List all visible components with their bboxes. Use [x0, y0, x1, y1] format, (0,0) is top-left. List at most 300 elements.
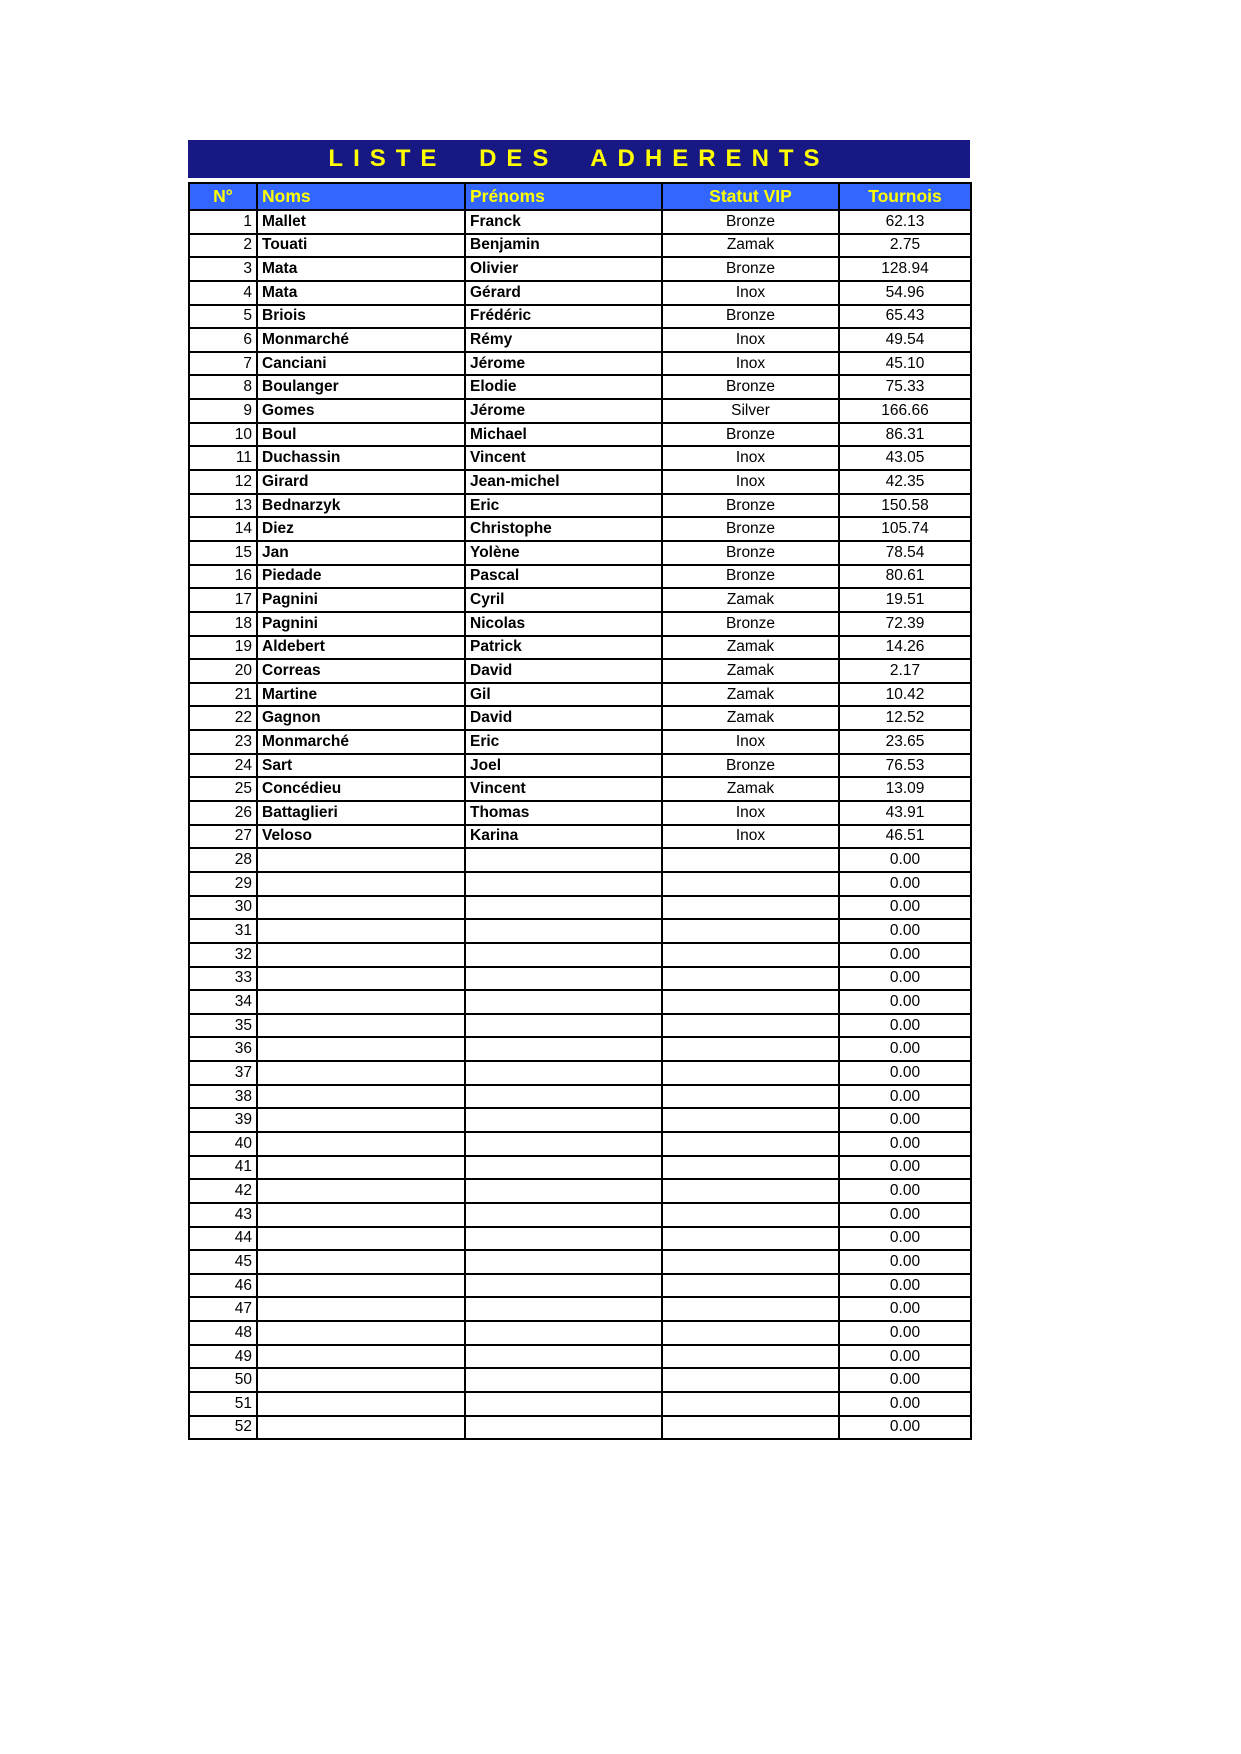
cell-tournois: 76.53 — [839, 754, 971, 778]
cell-tournois: 128.94 — [839, 257, 971, 281]
table-row — [189, 565, 971, 589]
cell-prenom: Franck — [465, 210, 662, 234]
table-row — [189, 1156, 971, 1180]
cell-tournois: 0.00 — [839, 943, 971, 967]
cell-statut-vip — [662, 1227, 839, 1251]
cell-tournois: 86.31 — [839, 423, 971, 447]
cell-prenom — [465, 1416, 662, 1440]
cell-numero: 30 — [189, 896, 257, 920]
cell-nom: Sart — [257, 754, 465, 778]
cell-nom — [257, 1085, 465, 1109]
cell-numero: 17 — [189, 588, 257, 612]
cell-tournois: 78.54 — [839, 541, 971, 565]
cell-numero: 52 — [189, 1416, 257, 1440]
cell-numero: 3 — [189, 257, 257, 281]
cell-tournois: 43.91 — [839, 801, 971, 825]
cell-numero: 28 — [189, 848, 257, 872]
cell-statut-vip — [662, 1321, 839, 1345]
cell-tournois: 12.52 — [839, 706, 971, 730]
table-row — [189, 257, 971, 281]
cell-prenom — [465, 1392, 662, 1416]
cell-tournois: 0.00 — [839, 848, 971, 872]
table-row — [189, 1179, 971, 1203]
cell-tournois: 0.00 — [839, 1250, 971, 1274]
cell-numero: 26 — [189, 801, 257, 825]
cell-numero: 42 — [189, 1179, 257, 1203]
cell-numero: 24 — [189, 754, 257, 778]
cell-prenom: Michael — [465, 423, 662, 447]
table-row — [189, 777, 971, 801]
cell-prenom — [465, 1297, 662, 1321]
cell-statut-vip: Bronze — [662, 375, 839, 399]
column-header-tournois: Tournois — [839, 183, 971, 210]
cell-statut-vip: Inox — [662, 281, 839, 305]
cell-numero: 20 — [189, 659, 257, 683]
cell-prenom: Jérome — [465, 399, 662, 423]
cell-statut-vip — [662, 1132, 839, 1156]
cell-statut-vip: Bronze — [662, 305, 839, 329]
cell-statut-vip: Silver — [662, 399, 839, 423]
cell-prenom: Eric — [465, 730, 662, 754]
cell-prenom — [465, 1345, 662, 1369]
cell-statut-vip — [662, 919, 839, 943]
cell-statut-vip: Zamak — [662, 659, 839, 683]
cell-tournois: 0.00 — [839, 1368, 971, 1392]
cell-nom — [257, 848, 465, 872]
table-row — [189, 1274, 971, 1298]
cell-prenom — [465, 1179, 662, 1203]
cell-statut-vip: Inox — [662, 352, 839, 376]
table-row — [189, 1014, 971, 1038]
adherents-table — [188, 182, 972, 1440]
cell-tournois: 0.00 — [839, 1321, 971, 1345]
cell-prenom: Vincent — [465, 446, 662, 470]
table-row — [189, 1368, 971, 1392]
cell-nom — [257, 1014, 465, 1038]
cell-nom — [257, 919, 465, 943]
cell-nom — [257, 1392, 465, 1416]
table-row — [189, 494, 971, 518]
cell-statut-vip: Inox — [662, 470, 839, 494]
cell-numero: 14 — [189, 517, 257, 541]
cell-statut-vip: Bronze — [662, 423, 839, 447]
cell-nom — [257, 1108, 465, 1132]
column-header-statut-vip: Statut VIP — [662, 183, 839, 210]
cell-prenom: Karina — [465, 825, 662, 849]
cell-numero: 47 — [189, 1297, 257, 1321]
cell-statut-vip — [662, 943, 839, 967]
cell-statut-vip: Inox — [662, 801, 839, 825]
cell-numero: 7 — [189, 352, 257, 376]
cell-statut-vip: Bronze — [662, 257, 839, 281]
cell-prenom: Cyril — [465, 588, 662, 612]
cell-numero: 44 — [189, 1227, 257, 1251]
table-row — [189, 636, 971, 660]
cell-prenom: Rémy — [465, 328, 662, 352]
cell-prenom — [465, 990, 662, 1014]
cell-prenom — [465, 1085, 662, 1109]
table-row — [189, 754, 971, 778]
cell-prenom — [465, 943, 662, 967]
cell-prenom: Jérome — [465, 352, 662, 376]
cell-numero: 8 — [189, 375, 257, 399]
cell-nom — [257, 1368, 465, 1392]
cell-nom: Canciani — [257, 352, 465, 376]
table-row — [189, 872, 971, 896]
table-row — [189, 588, 971, 612]
cell-numero: 45 — [189, 1250, 257, 1274]
cell-prenom: Joel — [465, 754, 662, 778]
cell-prenom: David — [465, 659, 662, 683]
cell-numero: 31 — [189, 919, 257, 943]
cell-nom: Correas — [257, 659, 465, 683]
cell-nom — [257, 1179, 465, 1203]
cell-tournois: 49.54 — [839, 328, 971, 352]
cell-tournois: 10.42 — [839, 683, 971, 707]
cell-statut-vip — [662, 990, 839, 1014]
cell-tournois: 0.00 — [839, 872, 971, 896]
cell-statut-vip: Inox — [662, 446, 839, 470]
cell-nom — [257, 1132, 465, 1156]
cell-statut-vip: Bronze — [662, 754, 839, 778]
cell-prenom: Nicolas — [465, 612, 662, 636]
page-title: LISTE DES ADHERENTS — [188, 140, 970, 178]
table-row — [189, 943, 971, 967]
cell-nom — [257, 872, 465, 896]
cell-nom — [257, 1227, 465, 1251]
table-row — [189, 281, 971, 305]
cell-nom: Mata — [257, 281, 465, 305]
cell-nom: Martine — [257, 683, 465, 707]
cell-numero: 40 — [189, 1132, 257, 1156]
cell-numero: 39 — [189, 1108, 257, 1132]
cell-numero: 11 — [189, 446, 257, 470]
cell-statut-vip: Inox — [662, 825, 839, 849]
table-row — [189, 730, 971, 754]
cell-tournois: 0.00 — [839, 967, 971, 991]
cell-numero: 27 — [189, 825, 257, 849]
table-header-row — [189, 183, 971, 210]
cell-prenom — [465, 1132, 662, 1156]
cell-prenom — [465, 872, 662, 896]
table-row — [189, 210, 971, 234]
cell-numero: 2 — [189, 234, 257, 258]
cell-prenom: Patrick — [465, 636, 662, 660]
cell-prenom — [465, 1014, 662, 1038]
table-row — [189, 1250, 971, 1274]
column-header-numero: N° — [189, 183, 257, 210]
table-row — [189, 967, 971, 991]
cell-nom: Mallet — [257, 210, 465, 234]
cell-prenom — [465, 1227, 662, 1251]
cell-statut-vip: Bronze — [662, 517, 839, 541]
cell-prenom: Vincent — [465, 777, 662, 801]
cell-numero: 21 — [189, 683, 257, 707]
cell-statut-vip: Zamak — [662, 234, 839, 258]
cell-numero: 29 — [189, 872, 257, 896]
cell-prenom: Christophe — [465, 517, 662, 541]
cell-tournois: 0.00 — [839, 896, 971, 920]
cell-prenom — [465, 1203, 662, 1227]
cell-nom: Boul — [257, 423, 465, 447]
cell-prenom: Gérard — [465, 281, 662, 305]
cell-nom: Pagnini — [257, 588, 465, 612]
cell-numero: 33 — [189, 967, 257, 991]
cell-nom — [257, 967, 465, 991]
cell-tournois: 105.74 — [839, 517, 971, 541]
table-row — [189, 423, 971, 447]
column-header-prenoms: Prénoms — [465, 183, 662, 210]
cell-tournois: 0.00 — [839, 1345, 971, 1369]
cell-prenom: Elodie — [465, 375, 662, 399]
cell-tournois: 42.35 — [839, 470, 971, 494]
cell-prenom: Pascal — [465, 565, 662, 589]
cell-numero: 32 — [189, 943, 257, 967]
cell-numero: 13 — [189, 494, 257, 518]
cell-numero: 51 — [189, 1392, 257, 1416]
cell-nom: Duchassin — [257, 446, 465, 470]
cell-prenom: Jean-michel — [465, 470, 662, 494]
cell-statut-vip: Bronze — [662, 494, 839, 518]
cell-numero: 9 — [189, 399, 257, 423]
cell-tournois: 23.65 — [839, 730, 971, 754]
cell-numero: 19 — [189, 636, 257, 660]
cell-nom — [257, 1274, 465, 1298]
cell-tournois: 19.51 — [839, 588, 971, 612]
cell-nom: Jan — [257, 541, 465, 565]
cell-nom: Boulanger — [257, 375, 465, 399]
table-row — [189, 990, 971, 1014]
cell-numero: 1 — [189, 210, 257, 234]
cell-nom: Aldebert — [257, 636, 465, 660]
table-row — [189, 706, 971, 730]
cell-tournois: 72.39 — [839, 612, 971, 636]
cell-tournois: 75.33 — [839, 375, 971, 399]
table-row — [189, 541, 971, 565]
cell-nom: Mata — [257, 257, 465, 281]
cell-nom — [257, 1250, 465, 1274]
cell-nom: Concédieu — [257, 777, 465, 801]
cell-numero: 38 — [189, 1085, 257, 1109]
table-row — [189, 1297, 971, 1321]
cell-statut-vip — [662, 872, 839, 896]
table-row — [189, 1203, 971, 1227]
cell-tournois: 0.00 — [839, 1297, 971, 1321]
cell-numero: 48 — [189, 1321, 257, 1345]
cell-tournois: 0.00 — [839, 990, 971, 1014]
cell-numero: 16 — [189, 565, 257, 589]
cell-numero: 35 — [189, 1014, 257, 1038]
cell-tournois: 0.00 — [839, 1274, 971, 1298]
cell-numero: 37 — [189, 1061, 257, 1085]
cell-nom: Pagnini — [257, 612, 465, 636]
table-row — [189, 305, 971, 329]
cell-nom — [257, 1061, 465, 1085]
cell-numero: 46 — [189, 1274, 257, 1298]
cell-tournois: 43.05 — [839, 446, 971, 470]
table-row — [189, 848, 971, 872]
table-row — [189, 1416, 971, 1440]
table-row — [189, 399, 971, 423]
document-page — [188, 140, 970, 1440]
cell-nom — [257, 990, 465, 1014]
cell-statut-vip: Zamak — [662, 683, 839, 707]
cell-prenom — [465, 1274, 662, 1298]
cell-tournois: 0.00 — [839, 1227, 971, 1251]
cell-tournois: 0.00 — [839, 919, 971, 943]
cell-numero: 49 — [189, 1345, 257, 1369]
cell-tournois: 0.00 — [839, 1014, 971, 1038]
cell-nom: Gomes — [257, 399, 465, 423]
cell-tournois: 0.00 — [839, 1203, 971, 1227]
cell-tournois: 0.00 — [839, 1037, 971, 1061]
cell-statut-vip: Bronze — [662, 541, 839, 565]
cell-nom: Veloso — [257, 825, 465, 849]
table-row — [189, 896, 971, 920]
cell-statut-vip: Inox — [662, 328, 839, 352]
cell-numero: 43 — [189, 1203, 257, 1227]
cell-statut-vip: Zamak — [662, 636, 839, 660]
cell-numero: 41 — [189, 1156, 257, 1180]
table-row — [189, 1085, 971, 1109]
cell-prenom — [465, 919, 662, 943]
table-row — [189, 328, 971, 352]
cell-statut-vip — [662, 1392, 839, 1416]
cell-prenom: Eric — [465, 494, 662, 518]
cell-tournois: 14.26 — [839, 636, 971, 660]
cell-statut-vip — [662, 1156, 839, 1180]
cell-statut-vip — [662, 1274, 839, 1298]
cell-tournois: 13.09 — [839, 777, 971, 801]
table-row — [189, 1037, 971, 1061]
cell-numero: 5 — [189, 305, 257, 329]
cell-nom — [257, 943, 465, 967]
cell-statut-vip: Zamak — [662, 777, 839, 801]
table-row — [189, 1132, 971, 1156]
cell-prenom — [465, 1368, 662, 1392]
cell-prenom — [465, 1061, 662, 1085]
cell-tournois: 0.00 — [839, 1108, 971, 1132]
cell-tournois: 0.00 — [839, 1085, 971, 1109]
cell-statut-vip: Zamak — [662, 706, 839, 730]
cell-statut-vip — [662, 1203, 839, 1227]
table-row — [189, 375, 971, 399]
cell-nom — [257, 1037, 465, 1061]
column-header-noms: Noms — [257, 183, 465, 210]
table-row — [189, 446, 971, 470]
table-row — [189, 1108, 971, 1132]
cell-statut-vip — [662, 1345, 839, 1369]
cell-statut-vip: Bronze — [662, 612, 839, 636]
cell-numero: 36 — [189, 1037, 257, 1061]
cell-numero: 6 — [189, 328, 257, 352]
cell-numero: 34 — [189, 990, 257, 1014]
cell-statut-vip — [662, 1297, 839, 1321]
cell-statut-vip: Inox — [662, 730, 839, 754]
cell-numero: 4 — [189, 281, 257, 305]
cell-prenom — [465, 1156, 662, 1180]
cell-prenom — [465, 967, 662, 991]
cell-nom: Battaglieri — [257, 801, 465, 825]
cell-tournois: 0.00 — [839, 1156, 971, 1180]
cell-nom: Diez — [257, 517, 465, 541]
cell-statut-vip: Bronze — [662, 210, 839, 234]
cell-tournois: 2.17 — [839, 659, 971, 683]
cell-prenom — [465, 1250, 662, 1274]
table-row — [189, 1392, 971, 1416]
cell-numero: 50 — [189, 1368, 257, 1392]
cell-statut-vip: Bronze — [662, 565, 839, 589]
table-row — [189, 683, 971, 707]
table-row — [189, 352, 971, 376]
cell-prenom: Olivier — [465, 257, 662, 281]
table-row — [189, 919, 971, 943]
cell-numero: 18 — [189, 612, 257, 636]
cell-tournois: 0.00 — [839, 1179, 971, 1203]
cell-prenom — [465, 896, 662, 920]
cell-nom — [257, 1156, 465, 1180]
table-row — [189, 1321, 971, 1345]
cell-nom: Briois — [257, 305, 465, 329]
cell-prenom — [465, 1321, 662, 1345]
cell-numero: 10 — [189, 423, 257, 447]
cell-nom: Gagnon — [257, 706, 465, 730]
cell-tournois: 0.00 — [839, 1392, 971, 1416]
cell-prenom: Yolène — [465, 541, 662, 565]
cell-statut-vip: Zamak — [662, 588, 839, 612]
cell-prenom: Gil — [465, 683, 662, 707]
cell-statut-vip — [662, 1108, 839, 1132]
table-row — [189, 659, 971, 683]
cell-nom — [257, 1345, 465, 1369]
cell-tournois: 0.00 — [839, 1061, 971, 1085]
cell-nom — [257, 1321, 465, 1345]
cell-tournois: 45.10 — [839, 352, 971, 376]
table-row — [189, 1345, 971, 1369]
table-row — [189, 234, 971, 258]
cell-nom — [257, 896, 465, 920]
cell-statut-vip — [662, 1085, 839, 1109]
table-row — [189, 470, 971, 494]
cell-nom: Touati — [257, 234, 465, 258]
cell-nom — [257, 1203, 465, 1227]
table-row — [189, 1227, 971, 1251]
cell-statut-vip — [662, 1179, 839, 1203]
cell-prenom: Frédéric — [465, 305, 662, 329]
cell-tournois: 166.66 — [839, 399, 971, 423]
cell-statut-vip — [662, 1037, 839, 1061]
cell-statut-vip — [662, 1368, 839, 1392]
table-row — [189, 612, 971, 636]
cell-tournois: 65.43 — [839, 305, 971, 329]
table-row — [189, 825, 971, 849]
cell-tournois: 2.75 — [839, 234, 971, 258]
cell-prenom: Thomas — [465, 801, 662, 825]
cell-nom — [257, 1297, 465, 1321]
cell-nom: Monmarché — [257, 730, 465, 754]
cell-numero: 15 — [189, 541, 257, 565]
cell-numero: 23 — [189, 730, 257, 754]
table-body — [189, 210, 971, 1439]
cell-statut-vip — [662, 1416, 839, 1440]
cell-tournois: 62.13 — [839, 210, 971, 234]
cell-numero: 22 — [189, 706, 257, 730]
cell-tournois: 150.58 — [839, 494, 971, 518]
cell-prenom — [465, 1108, 662, 1132]
cell-tournois: 0.00 — [839, 1132, 971, 1156]
cell-nom — [257, 1416, 465, 1440]
cell-tournois: 46.51 — [839, 825, 971, 849]
